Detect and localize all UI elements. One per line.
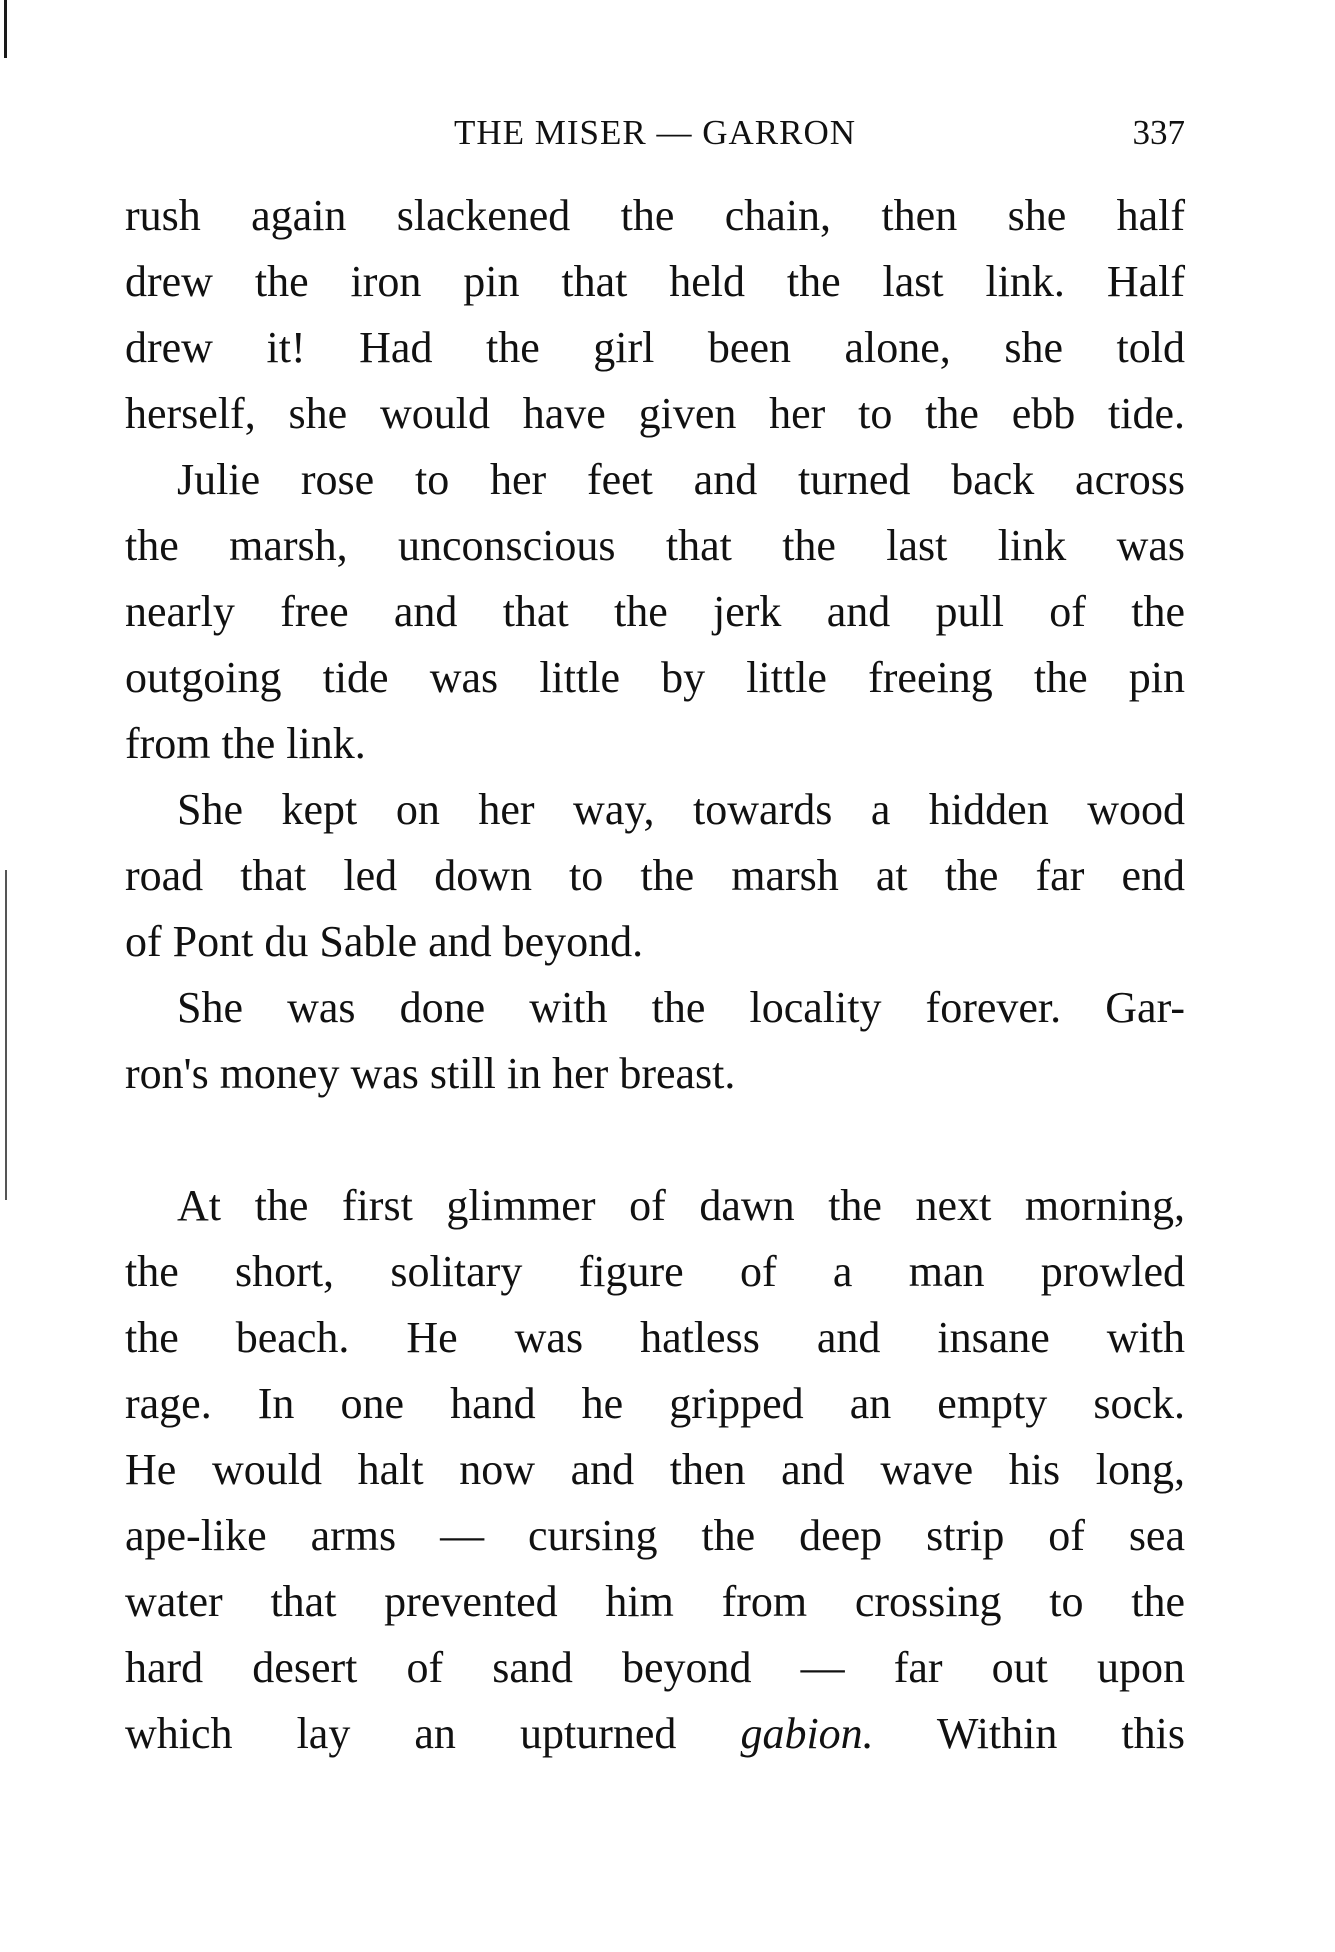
binding-edge-mark [4,0,7,58]
text-line: hard desert of sand beyond — far out upon [125,1643,1185,1692]
text-line: drew the iron pin that held the last link. Half [125,257,1185,306]
text-line: from the link. [125,719,366,768]
text-line: ape-like arms — cursing the deep strip of sea [125,1511,1185,1560]
text-line: She was done with the locality forever. Gar- [177,983,1185,1032]
gutter-shadow-mark [5,870,7,1200]
text-line: nearly free and that the jerk and pull of the [125,587,1185,636]
paragraph [125,1173,1185,1767]
text-line: herself, she would have given her to the ebb tide. [125,389,1185,438]
text-line: At the first glimmer of dawn the next morning, [177,1181,1185,1230]
running-head [125,108,1185,158]
text-line [125,1701,1185,1767]
text-line: outgoing tide was little by little freeing the pin [125,653,1185,702]
text-span: which lay an upturned [125,1709,741,1758]
body-text [125,183,1185,1767]
text-line: road that led down to the marsh at the far end [125,851,1185,900]
text-line: He would halt now and then and wave his long, [125,1445,1185,1494]
paragraph [125,777,1185,975]
italic-word: gabion. [740,1709,874,1758]
text-line: rage. In one hand he gripped an empty sock. [125,1379,1185,1428]
running-title: THE MISER — GARRON [453,113,857,152]
section-break [125,1107,1185,1173]
text-line: the short, solitary figure of a man prowled [125,1247,1185,1296]
page-number: 337 [1132,113,1185,152]
text-line: Julie rose to her feet and turned back across [177,455,1185,504]
paragraph [125,447,1185,777]
text-span: Within this [873,1709,1185,1758]
text-line: of Pont du Sable and beyond. [125,917,644,966]
text-line: She kept on her way, towards a hidden wood [177,785,1185,834]
text-line: water that prevented him from crossing to the [125,1577,1185,1626]
paragraph [125,975,1185,1107]
text-line: rush again slackened the chain, then she half [125,191,1185,240]
text-line: drew it! Had the girl been alone, she told [125,323,1185,372]
paragraph [125,183,1185,447]
text-line: ron's money was still in her breast. [125,1049,736,1098]
text-line: the marsh, unconscious that the last link was [125,521,1185,570]
text-line: the beach. He was hatless and insane with [125,1313,1185,1362]
